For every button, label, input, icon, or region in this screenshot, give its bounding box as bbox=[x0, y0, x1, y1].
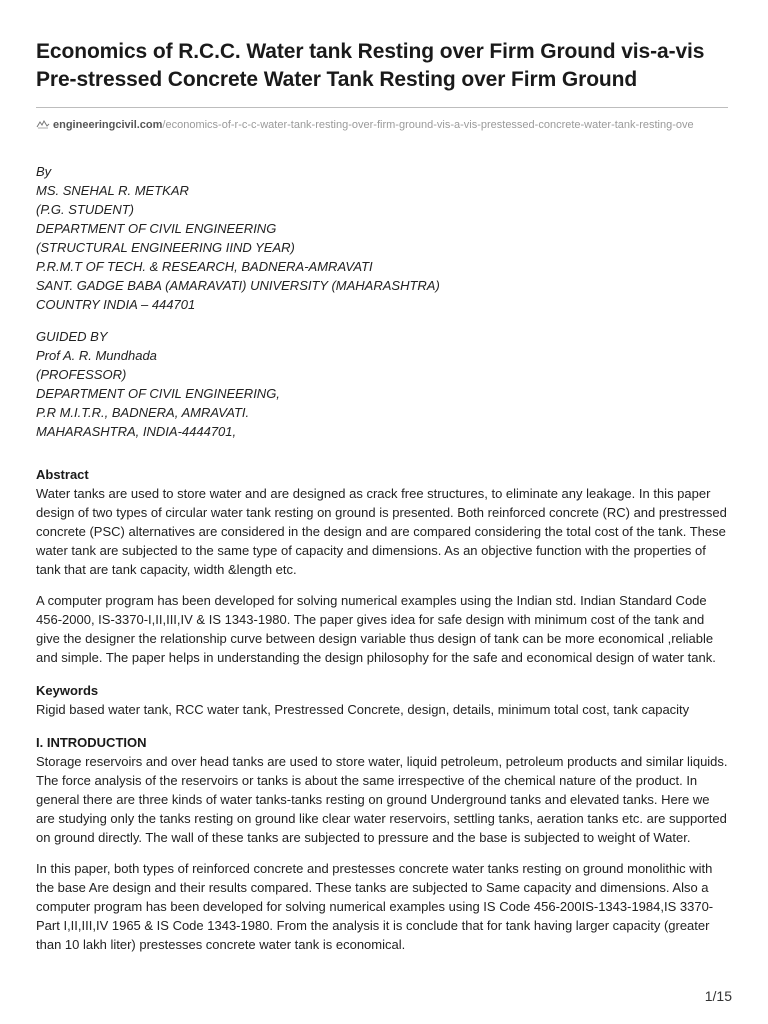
guide-line: Prof A. R. Mundhada bbox=[36, 348, 157, 363]
abstract-paragraph-1: Water tanks are used to store water and are designed as crack free structures, to eliminate any leakage. In this paper design of two types of circular water tank resting on ground is presented. Both reinforced concrete (RC) and prestressed concrete (PSC) alternatives are considered in the design and are compared considering the total cost of the tank. These water tank are subjected to the same type of capacity and dimensions. As an objective function with the properties of tank that are tank capacity, width &length etc. bbox=[36, 486, 727, 577]
introduction-heading: I. INTRODUCTION bbox=[36, 735, 147, 750]
introduction-paragraph-1: Storage reservoirs and over head tanks are used to store water, liquid petroleum, petroleum products and similar liquids. The force analysis of the reservoirs or tanks is about the same irrespective of the chemical nature of the product. In general there are three kinds of water tanks-tanks resting on ground Underground tanks and elevated tanks. Here we are studying only the tanks resting on ground like clear water reservoirs, settling tanks, aeration tanks etc. are supported on ground directly. The wall of these tanks are subjected to pressure and the base is subjected to weight of Water. bbox=[36, 754, 728, 845]
guide-line: P.R M.I.T.R., BADNERA, AMRAVATI. bbox=[36, 405, 250, 420]
guide-block bbox=[36, 327, 728, 441]
keywords-heading: Keywords bbox=[36, 683, 99, 698]
source-path[interactable]: /economics-of-r-c-c-water-tank-resting-over-firm-ground-vis-a-vis-prestessed-concrete-water-tank-resting-ove bbox=[162, 119, 694, 131]
guide-line: GUIDED BY bbox=[36, 329, 108, 344]
page-number: 1/15 bbox=[704, 988, 732, 1004]
abstract-heading: Abstract bbox=[36, 467, 89, 482]
source-url[interactable] bbox=[36, 118, 728, 132]
guide-line: (PROFESSOR) bbox=[36, 367, 127, 382]
author-line: MS. SNEHAL R. METKAR bbox=[36, 183, 189, 198]
keywords-text: Rigid based water tank, RCC water tank, Prestressed Concrete, design, details, minimum total cost, tank capacity bbox=[36, 702, 690, 717]
site-logo-icon bbox=[36, 119, 50, 129]
guide-line: DEPARTMENT OF CIVIL ENGINEERING, bbox=[36, 386, 280, 401]
author-line: SANT. GADGE BABA (AMARAVATI) UNIVERSITY (MAHARASHTRA) bbox=[36, 278, 440, 293]
author-line: DEPARTMENT OF CIVIL ENGINEERING bbox=[36, 221, 277, 236]
document-page bbox=[36, 0, 728, 954]
source-site[interactable]: engineeringcivil.com bbox=[53, 119, 163, 131]
article-title: Economics of R.C.C. Water tank Resting over Firm Ground vis-a-vis Pre-stressed Concrete Water Tank Resting over Firm Ground bbox=[36, 40, 705, 91]
abstract-paragraph-2: A computer program has been developed for solving numerical examples using the Indian std. Indian Standard Code 456-2000, IS-3370-I,II,III,IV & IS 1343-1980. The paper gives idea for safe design with minimum cost of the tank and give the designer the relationship curve between design variable thus design of tank can be more economical ,reliable and simple. The paper helps in understanding the design philosophy for the safe and economical design of water tank. bbox=[36, 593, 716, 665]
title-divider bbox=[36, 107, 728, 108]
introduction-paragraph-2: In this paper, both types of reinforced concrete and prestesses concrete water tanks resting on ground monolithic with the base Are design and their results compared. These tanks are subjected to Same capacity and dimensions. Also a computer program has been developed for solving numerical examples using IS Code 456-200IS-1343-1984,IS 3370-Part I,II,III,IV 1965 & IS Code 1343-1980. From the analysis it is conclude that for tank having larger capacity (greater than 10 lakh liter) prestesses concrete water tank is economical. bbox=[36, 861, 714, 952]
author-block bbox=[36, 162, 728, 314]
guide-line: MAHARASHTRA, INDIA-4444701, bbox=[36, 424, 237, 439]
author-line: COUNTRY INDIA – 444701 bbox=[36, 297, 196, 312]
author-line: P.R.M.T OF TECH. & RESEARCH, BADNERA-AMRAVATI bbox=[36, 259, 373, 274]
author-line: (P.G. STUDENT) bbox=[36, 202, 134, 217]
author-line: By bbox=[36, 164, 52, 179]
author-line: (STRUCTURAL ENGINEERING IIND YEAR) bbox=[36, 240, 295, 255]
